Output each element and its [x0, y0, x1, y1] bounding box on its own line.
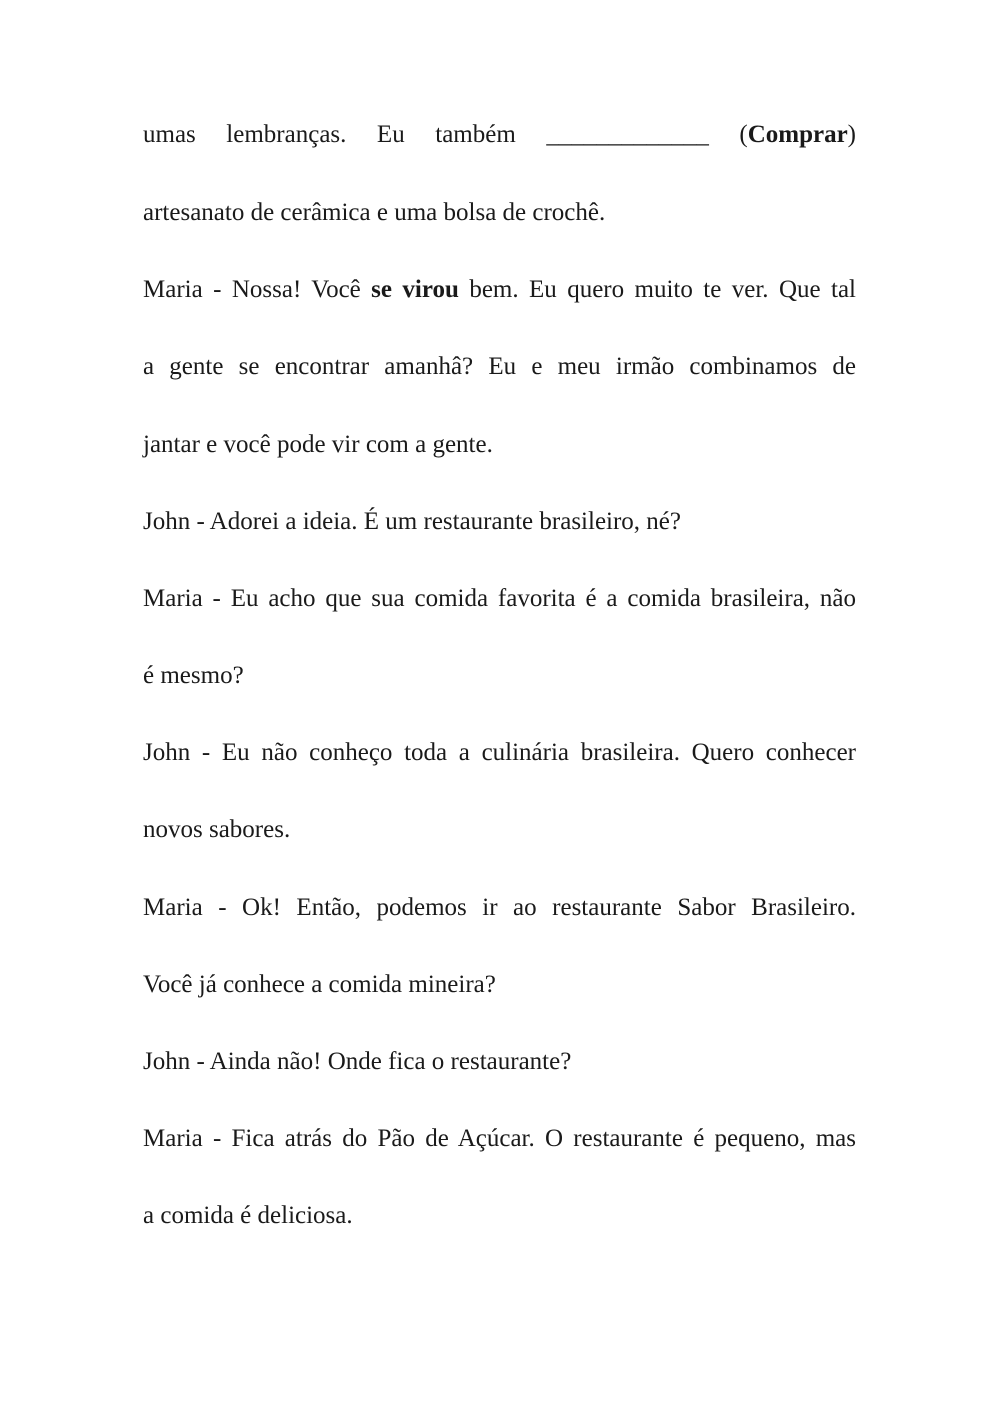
paragraph-line-6	[143, 507, 856, 537]
line-text: Maria - Fica atrás do Pão de Açúcar. O restaurante é pequeno, mas	[143, 1125, 856, 1152]
paragraph-line-3	[143, 275, 856, 305]
line-text: a gente se encontrar amanhâ? Eu e meu irmão combinamos de	[143, 353, 856, 380]
paragraph-line-10	[143, 815, 856, 845]
line-text: )	[847, 121, 856, 148]
paragraph-line-2	[143, 198, 856, 228]
line-text: umas lembranças. Eu também _____________ (	[143, 121, 748, 148]
line-text: a comida é deliciosa.	[143, 1202, 353, 1229]
line-text: John - Ainda não! Onde fica o restaurante?	[143, 1048, 572, 1075]
line-text: é mesmo?	[143, 662, 244, 689]
line-text: Você já conhece a comida mineira?	[143, 971, 496, 998]
paragraph-line-9	[143, 738, 856, 768]
paragraph-line-11	[143, 893, 856, 923]
paragraph-line-7	[143, 584, 856, 614]
line-text: Maria - Ok! Então, podemos ir ao restaurante Sabor Brasileiro.	[143, 894, 856, 921]
paragraph-line-4	[143, 352, 856, 382]
paragraph-line-12	[143, 970, 856, 1000]
bold-expression: se virou	[371, 276, 459, 303]
line-text: John - Eu não conheço toda a culinária brasileira. Quero conhecer	[143, 739, 856, 766]
paragraph-line-14	[143, 1124, 856, 1154]
line-text: Maria - Eu acho que sua comida favorita é a comida brasileira, não	[143, 585, 856, 612]
line-text: bem. Eu quero muito te ver. Que tal	[458, 276, 856, 303]
verb-prompt: Comprar	[747, 121, 848, 148]
line-text: jantar e você pode vir com a gente.	[143, 431, 493, 458]
line-text: Maria - Nossa! Você	[143, 276, 372, 303]
line-text: artesanato de cerâmica e uma bolsa de crochê.	[143, 199, 606, 226]
paragraph-line-5	[143, 430, 856, 460]
paragraph-line-8	[143, 661, 856, 691]
paragraph-line-1	[143, 120, 856, 150]
line-text: John - Adorei a ideia. É um restaurante brasileiro, né?	[143, 508, 682, 535]
paragraph-line-15	[143, 1201, 856, 1231]
line-text: novos sabores.	[143, 816, 291, 843]
paragraph-line-13	[143, 1047, 856, 1077]
